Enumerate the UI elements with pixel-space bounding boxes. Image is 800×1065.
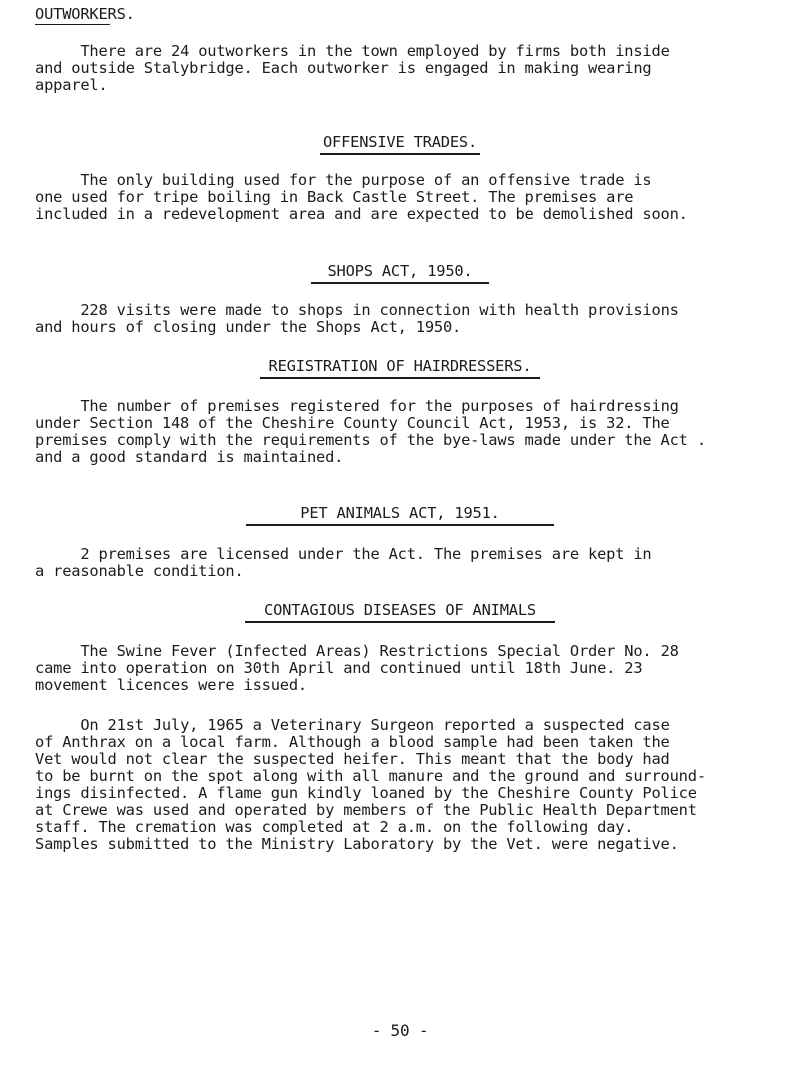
- paragraph-outworkers: There are 24 outworkers in the town employed by firms both inside and outside Stalybridge. Each outworker is engaged in making wearing apparel.: [35, 42, 670, 94]
- heading-underline: [245, 621, 555, 623]
- paragraph-offensive-trades: The only building used for the purpose of an offensive trade is one used for tripe boiling in Back Castle Street. The premises are included in a redevelopment area and are expected to be demolished soon.: [35, 171, 688, 223]
- heading-pet-animals-act-text: PET ANIMALS ACT, 1951.: [300, 504, 500, 522]
- heading-underline: [246, 524, 554, 526]
- paragraph-anthrax: On 21st July, 1965 a Veterinary Surgeon reported a suspected case of Anthrax on a local farm. Although a blood sample had been taken the Vet would not clear the suspected heifer. This meant that the body had to be burnt on the spot along with all manure and the ground and surround- ings disinfected. A flame gun kindly loaned by the Cheshire County Police at Crewe was used and operated by members of the Public Health Department staff. The cremation was completed at 2 a.m. on the following day. Samples submitted to the Ministry Laboratory by the Vet. were negative.: [35, 716, 706, 853]
- heading-shops-act: [0, 263, 800, 284]
- paragraph-shops-act: 228 visits were made to shops in connection with health provisions and hours of closing under the Shops Act, 1950.: [35, 301, 679, 336]
- heading-outworkers: [35, 6, 135, 25]
- heading-offensive-trades-text: OFFENSIVE TRADES.: [322, 133, 478, 151]
- page-number: - 50 -: [371, 1021, 429, 1040]
- heading-underline: [35, 24, 110, 25]
- heading-pet-animals-act: [0, 505, 800, 526]
- heading-shops-act-text: SHOPS ACT, 1950.: [327, 262, 473, 280]
- heading-outworkers-text: OUTWORKERS.: [35, 5, 135, 23]
- paragraph-pet-animals: 2 premises are licensed under the Act. The premises are kept in a reasonable condition.: [35, 545, 652, 580]
- paragraph-swine-fever: The Swine Fever (Infected Areas) Restrictions Special Order No. 28 came into operation on 30th April and continued until 18th June. 23 movement licences were issued.: [35, 642, 679, 694]
- heading-hairdressers-text: REGISTRATION OF HAIRDRESSERS.: [268, 357, 532, 375]
- heading-hairdressers: [0, 358, 800, 379]
- heading-underline: [260, 377, 540, 379]
- heading-underline: [320, 153, 480, 155]
- heading-contagious-diseases-text: CONTAGIOUS DISEASES OF ANIMALS: [264, 601, 536, 619]
- paragraph-hairdressers: The number of premises registered for the purposes of hairdressing under Section 148 of the Cheshire County Council Act, 1953, is 32. The premises comply with the requirements of the bye-laws made under the Act . and a good standard is maintained.: [35, 397, 706, 466]
- heading-underline: [311, 282, 489, 284]
- heading-offensive-trades: [0, 134, 800, 155]
- heading-contagious-diseases: [0, 602, 800, 623]
